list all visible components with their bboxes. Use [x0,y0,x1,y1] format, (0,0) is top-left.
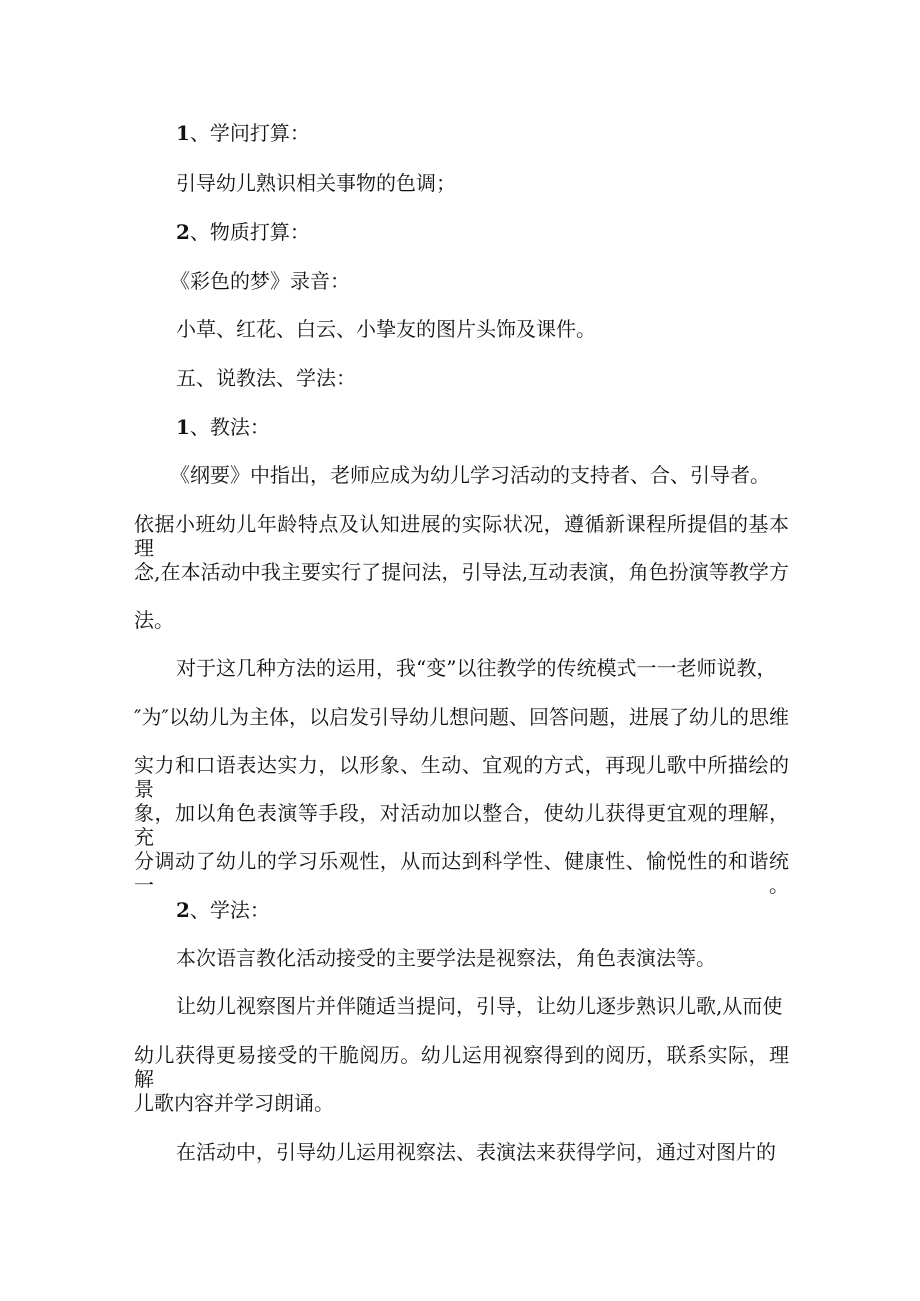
heading-knowledge-prep: 1、学问打算： [176,121,310,145]
paragraph-line: 《纲要》中指出，老师应成为幼儿学习活动的支持者、合、引导者。 [170,463,770,487]
paragraph-line: 引导幼儿熟识相关事物的色调； [176,171,456,195]
paragraph-line: 念,在本活动中我主要实行了提问法，引导法,互动表演，角色扮演等教学方 [134,560,789,584]
paragraph-line: 对于这几种方法的运用，我“变”以往教学的传统模式一一老师说教， [176,656,777,680]
section-heading-methods: 五、说教法、学法： [176,366,356,390]
paragraph-line: ″为″以幼儿为主体，以启发引导幼儿想问题、回答问题，进展了幼儿的思维 [134,705,789,729]
paragraph-line: 实力和口语表达实力，以形象、生动、宜观的方式，再现儿歌中所描绘的景 [134,753,789,801]
paragraph-line: 本次语言教化活动接受的主要学法是视察法，角色表演法等。 [176,946,716,970]
paragraph-line: 在活动中，引导幼儿运用视察法、表演法来获得学问，通过对图片的 [176,1140,776,1164]
paragraph-line: 象，加以角色表演等手段，对活动加以整合，使幼儿获得更宜观的理解，充 [134,801,789,849]
paragraph-line: 儿歌内容并学习朗诵。 [134,1091,334,1115]
paragraph-line: 让幼儿视察图片并伴随适当提问，引导，让幼儿逐步熟识儿歌,从而使 [176,994,783,1018]
paragraph-line: 《彩色的梦》录音： [170,269,350,293]
paragraph-line: 幼儿获得更易接受的干脆阅历。幼儿运用视察得到的阅历，联系实际，理解 [134,1043,789,1091]
heading-teaching-method: 1、教法： [176,415,270,439]
paragraph-line: 分调动了幼儿的学习乐观性，从而达到科学性、健康性、愉悦性的和谐统一。 [134,849,789,897]
heading-learning-method: 2、学法： [176,898,270,922]
heading-material-prep: 2、物质打算： [176,220,310,244]
paragraph-line: 法。 [134,608,174,632]
paragraph-line: 依据小班幼儿年龄特点及认知进展的实际状况，遵循新课程所提倡的基本理 [134,512,789,560]
paragraph-line: 小草、红花、白云、小挚友的图片头饰及课件。 [176,317,596,341]
